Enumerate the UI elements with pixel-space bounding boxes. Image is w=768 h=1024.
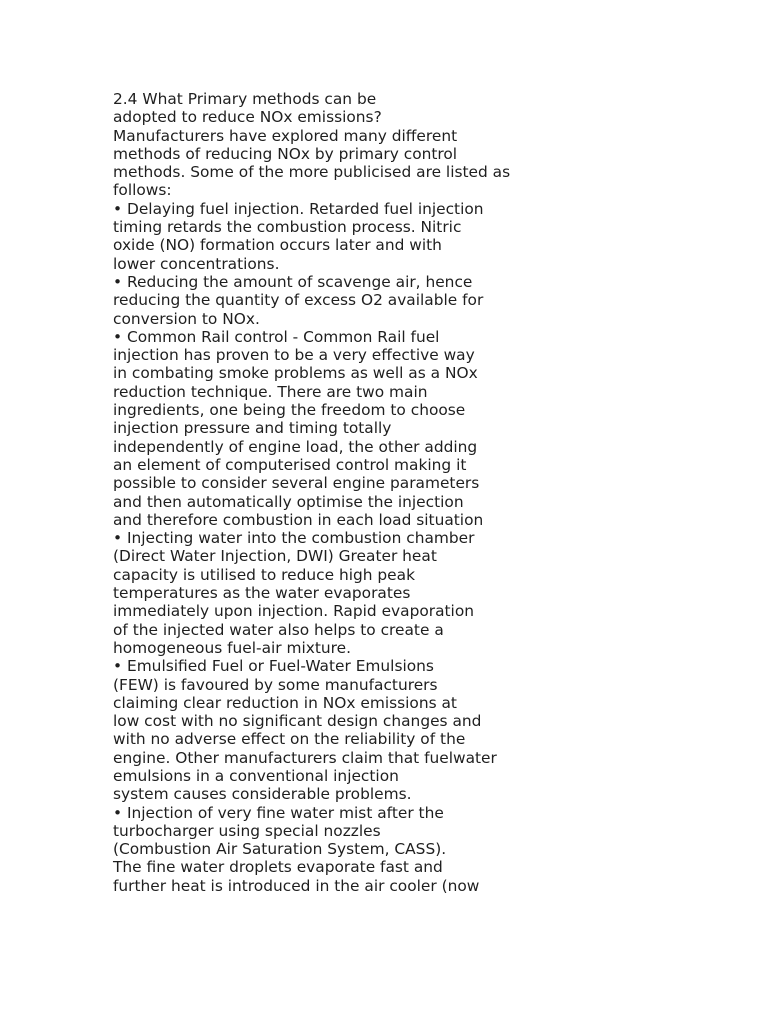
text-line: and therefore combustion in each load situation bbox=[113, 510, 484, 529]
bullet-line: • Injecting water into the combustion chamber bbox=[113, 529, 475, 548]
bullet-line: • Reducing the amount of scavenge air, hence bbox=[113, 272, 473, 291]
text-line: of the injected water also helps to create a bbox=[113, 620, 444, 639]
text-line: possible to consider several engine parameters bbox=[113, 474, 480, 493]
text-line: in combating smoke problems as well as a NOx bbox=[113, 364, 478, 383]
text-line: timing retards the combustion process. Nitric bbox=[113, 218, 462, 237]
text-line: capacity is utilised to reduce high peak bbox=[113, 565, 415, 584]
text-line: turbocharger using special nozzles bbox=[113, 821, 381, 840]
text-line: (Direct Water Injection, DWI) Greater heat bbox=[113, 547, 437, 566]
text-line: reducing the quantity of excess O2 available for bbox=[113, 291, 484, 310]
bullet-line: • Delaying fuel injection. Retarded fuel injection bbox=[113, 199, 484, 218]
text-line: injection has proven to be a very effective way bbox=[113, 346, 475, 365]
bullet-line: • Common Rail control - Common Rail fuel bbox=[113, 327, 440, 346]
text-line: an element of computerised control making it bbox=[113, 455, 467, 474]
text-line: independently of engine load, the other adding bbox=[113, 437, 478, 456]
text-line: low cost with no significant design changes and bbox=[113, 712, 482, 731]
document-page bbox=[113, 90, 763, 895]
text-line: system causes considerable problems. bbox=[113, 785, 412, 804]
text-line: ingredients, one being the freedom to choose bbox=[113, 401, 466, 420]
text-line: lower concentrations. bbox=[113, 254, 280, 273]
section-heading-line-1: 2.4 What Primary methods can be bbox=[113, 90, 377, 108]
text-line: conversion to NOx. bbox=[113, 309, 260, 328]
text-line: methods. Some of the more publicised are listed as bbox=[113, 163, 511, 182]
text-line: (Combustion Air Saturation System, CASS). bbox=[113, 840, 447, 859]
text-line: immediately upon injection. Rapid evaporation bbox=[113, 602, 475, 621]
text-line: further heat is introduced in the air cooler (now bbox=[113, 876, 480, 895]
text-line: injection pressure and timing totally bbox=[113, 419, 392, 438]
text-line: (FEW) is favoured by some manufacturers bbox=[113, 675, 438, 694]
text-line: and then automatically optimise the injection bbox=[113, 492, 464, 511]
text-line: oxide (NO) formation occurs later and with bbox=[113, 236, 442, 255]
text-line: engine. Other manufacturers claim that fuelwater bbox=[113, 748, 497, 767]
text-line: methods of reducing NOx by primary control bbox=[113, 144, 458, 163]
text-line: Manufacturers have explored many different bbox=[113, 126, 458, 145]
text-line: emulsions in a conventional injection bbox=[113, 766, 399, 785]
text-line: follows: bbox=[113, 181, 172, 200]
bullet-line: • Injection of very fine water mist after the bbox=[113, 803, 444, 822]
text-line: The fine water droplets evaporate fast and bbox=[113, 858, 443, 877]
text-line: with no adverse effect on the reliability of the bbox=[113, 730, 466, 749]
text-line: reduction technique. There are two main bbox=[113, 382, 428, 401]
text-line: homogeneous fuel-air mixture. bbox=[113, 638, 352, 657]
text-line: claiming clear reduction in NOx emissions at bbox=[113, 693, 457, 712]
bullet-line: • Emulsified Fuel or Fuel-Water Emulsions bbox=[113, 657, 434, 676]
text-line: temperatures as the water evaporates bbox=[113, 584, 411, 603]
section-heading-line-2: adopted to reduce NOx emissions? bbox=[113, 108, 382, 127]
